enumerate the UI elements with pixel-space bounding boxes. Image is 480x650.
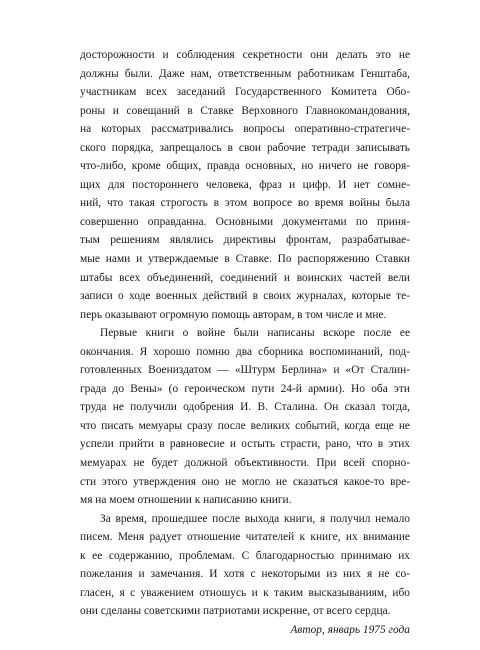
paragraph-2 — [80, 324, 410, 509]
text-line: совершенно оправданна. Основными документами по приня- — [80, 215, 410, 228]
text-line: пожелания и замечания. И хотя с некоторыми из них я не со- — [80, 568, 410, 581]
text-line: готовленных Воениздатом — «Штурм Берлина» и «От Сталин- — [80, 364, 410, 377]
text-line: мые нами и утверждаемые в Ставке. По распоряжению Ставки — [80, 253, 410, 266]
text-line: щих для постороннего человека, фраз и цифр. И нет сомне- — [80, 178, 410, 191]
text-line: труда не получили одобрения И. В. Сталина. Он сказал тогда, — [80, 401, 410, 414]
text-line: тым решениям являлись директивы фронтам, разрабатывае- — [80, 234, 410, 247]
author-signature: Автор, январь 1975 года — [290, 623, 410, 636]
text-line: участникам всех заседаний Государственного Комитета Обо- — [80, 86, 410, 99]
text-line: что-либо, кроме общих, правда основных, но ничего не говоря- — [80, 160, 410, 173]
book-page — [80, 46, 410, 640]
text-line: на которых рассматривались вопросы оперативно-стратегиче- — [80, 123, 410, 136]
paragraph-3 — [80, 510, 410, 621]
text-line: града до Вены» (о героическом пути 24-й армии). Но оба эти — [80, 382, 410, 395]
text-line: перь оказывают огромную помощь авторам, в том числе и мне. — [80, 308, 387, 321]
text-line: записи о ходе военных действий в своих журналах, которые те- — [80, 290, 410, 303]
text-line: окончания. Я хорошо помню два сборника воспоминаний, под- — [80, 345, 410, 358]
text-line: гласен, я с уважением отношусь и к таким высказываниям, ибо — [80, 586, 410, 599]
text-line: успели прийти в равновесие и остыть страсти, рано, что в этих — [80, 438, 410, 451]
text-line: писем. Меня радует отношение читателей к книге, их внимание — [80, 531, 410, 544]
text-line: мя на моем отношении к написанию книги. — [80, 494, 292, 507]
text-line: сти этого утверждения оно не могло не сказаться какое-то вре- — [80, 475, 410, 488]
text-line: штабы всех объединений, соединений и воинских частей вели — [80, 271, 410, 284]
text-line: Первые книги о войне были написаны вскоре после ее — [100, 327, 410, 340]
paragraph-1 — [80, 46, 410, 324]
text-line: они сделаны советскими патриотами искренне, от всего сердца. — [80, 605, 391, 618]
text-line: За время, прошедшее после выхода книги, я получил немало — [100, 512, 410, 525]
text-line: ний, что такая строгость в этом вопросе во время войны была — [80, 197, 410, 210]
text-line: мемуарах не будет должной объективности. При всей спорно- — [80, 457, 410, 470]
text-line: к ее содержанию, проблемам. С благодарностью принимаю их — [80, 549, 410, 562]
text-line: что писать мемуары сразу после великих событий, когда еще не — [80, 419, 410, 432]
text-line: досторожности и соблюдения секретности они делать это не — [80, 49, 410, 61]
text-line: ского порядка, запрещалось в свои рабочие тетради записывать — [80, 141, 410, 154]
text-line: должны были. Даже нам, ответственным работникам Генштаба, — [80, 67, 410, 80]
text-line: роны и совещаний в Ставке Верховного Главнокомандования, — [80, 104, 410, 117]
